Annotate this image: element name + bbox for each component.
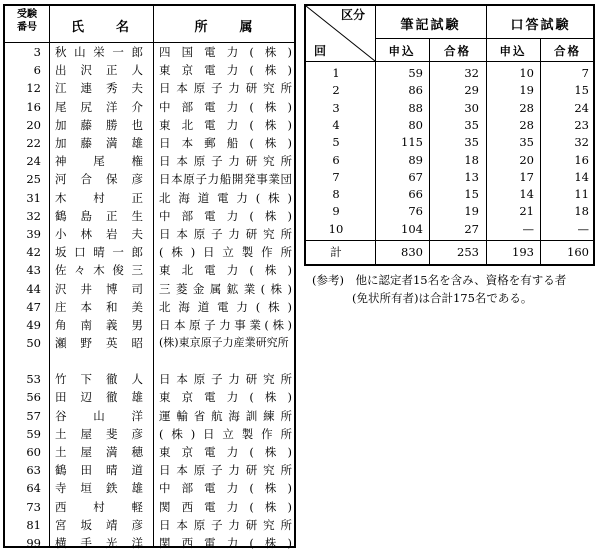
written-applied: 88 bbox=[408, 100, 423, 115]
examinee-affiliation: 三菱金属鉱業(株) bbox=[159, 281, 292, 296]
written-passed: 15 bbox=[464, 187, 479, 202]
sub-header-written-passed: 合格 bbox=[444, 44, 471, 58]
written-applied: 76 bbox=[408, 204, 423, 219]
written-passed: 29 bbox=[464, 83, 479, 98]
header-exam-number: 受験 番号 bbox=[17, 9, 37, 33]
sub-header-oral-passed: 合格 bbox=[554, 44, 581, 58]
round-number: 7 bbox=[332, 169, 340, 184]
examinee-name: 鶴島正生 bbox=[55, 208, 143, 223]
examinee-affiliation: 日本原子力事業(株) bbox=[159, 318, 292, 332]
examinee-name: 加藤勝也 bbox=[55, 117, 143, 132]
oral-applied: 21 bbox=[519, 204, 534, 219]
examinee-name: 谷山洋 bbox=[55, 408, 143, 423]
examinee-name: 木村正 bbox=[55, 190, 143, 205]
examinee-name: 鶴田晴道 bbox=[55, 463, 143, 478]
examinee-name: 土屋満穂 bbox=[55, 445, 143, 459]
written-applied: 104 bbox=[401, 221, 423, 236]
examinee-affiliation: 東北電力(株) bbox=[159, 263, 292, 278]
exam-number: 57 bbox=[26, 408, 41, 423]
exam-number: 20 bbox=[26, 117, 41, 132]
examinee-name: 小林岩夫 bbox=[55, 227, 143, 241]
written-applied: 59 bbox=[408, 66, 423, 80]
examinee-affiliation: 中部電力(株) bbox=[159, 99, 292, 114]
exam-number: 56 bbox=[26, 390, 41, 405]
examinee-name: 江連秀夫 bbox=[55, 81, 143, 96]
header-name: 氏 名 bbox=[70, 20, 131, 35]
examinee-name: 竹下徹人 bbox=[55, 372, 143, 387]
round-number: 1 bbox=[332, 66, 340, 80]
examinee-affiliation: (株)東京原子力産業研究所 bbox=[159, 336, 289, 350]
header-affiliation: 所 属 bbox=[194, 20, 255, 35]
oral-applied: 28 bbox=[519, 117, 534, 132]
examinee-name: 沢井博司 bbox=[55, 281, 143, 296]
examinee-affiliation: 日本原子力研究所 bbox=[159, 517, 292, 532]
examinee-name: 秋山栄一郎 bbox=[55, 45, 143, 59]
corner-round-label: 回 bbox=[314, 44, 329, 58]
examinee-name: 宮坂靖彦 bbox=[55, 517, 143, 532]
written-passed: 27 bbox=[464, 221, 479, 236]
examinee-affiliation: 北海道電力(株) bbox=[159, 190, 292, 205]
corner-category-label: 区分 bbox=[340, 8, 365, 22]
header-written-exam: 筆記試験 bbox=[400, 18, 461, 33]
examinee-affiliation: 中部電力(株) bbox=[159, 481, 292, 496]
examinee-affiliation: (株)日立製作所 bbox=[159, 426, 292, 441]
exam-number: 3 bbox=[33, 45, 41, 59]
oral-passed: 16 bbox=[574, 152, 589, 167]
oral-passed: 24 bbox=[574, 100, 589, 115]
examinee-name: 田辺徹雄 bbox=[55, 390, 143, 405]
exam-number: 44 bbox=[26, 281, 41, 296]
examinee-name: 尾尻洋介 bbox=[55, 99, 143, 114]
exam-number: 60 bbox=[26, 445, 41, 459]
oral-applied: 14 bbox=[519, 187, 534, 202]
examinee-name: 庄本和美 bbox=[55, 299, 143, 314]
written-passed: 253 bbox=[457, 245, 479, 259]
examinee-name: 加藤満雄 bbox=[55, 136, 143, 150]
examinee-affiliation: 東北電力(株) bbox=[159, 117, 292, 132]
exam-number: 25 bbox=[26, 172, 41, 187]
written-passed: 30 bbox=[464, 100, 479, 115]
oral-passed: 18 bbox=[574, 204, 589, 219]
oral-applied: 10 bbox=[519, 66, 534, 80]
round-number: 3 bbox=[332, 100, 340, 115]
written-applied: 80 bbox=[408, 117, 423, 132]
examinee-affiliation: 運輸省航海訓練所 bbox=[159, 408, 292, 423]
examinee-affiliation: 四国電力(株) bbox=[159, 45, 292, 59]
examinee-name: 神尾権 bbox=[55, 154, 143, 169]
round-number: 8 bbox=[332, 187, 340, 202]
exam-number: 22 bbox=[26, 136, 41, 150]
reference-note-line2: (免状所有者)は合計175名である。 bbox=[352, 291, 533, 305]
exam-number: 24 bbox=[26, 154, 41, 169]
examinee-affiliation: (株)日立製作所 bbox=[159, 245, 292, 260]
examinee-name: 坂口晴一郎 bbox=[55, 245, 143, 260]
examinee-affiliation: 日本原子力研究所 bbox=[159, 372, 292, 387]
exam-number: 39 bbox=[26, 227, 41, 241]
exam-number: 50 bbox=[26, 336, 41, 351]
written-passed: 32 bbox=[464, 66, 479, 80]
oral-passed: — bbox=[577, 221, 589, 236]
examinee-table bbox=[3, 4, 296, 548]
oral-applied: 17 bbox=[519, 169, 534, 184]
sub-header-oral-applied: 申込 bbox=[499, 44, 527, 58]
examinee-affiliation: 東京電力(株) bbox=[159, 63, 292, 78]
oral-passed: 32 bbox=[574, 135, 589, 150]
header-oral-exam: 口答試験 bbox=[510, 18, 571, 33]
written-applied: 115 bbox=[401, 135, 423, 150]
written-applied: 830 bbox=[401, 245, 423, 259]
examinee-affiliation: 日本原子力研究所 bbox=[159, 81, 292, 96]
examinee-name: 寺垣鉄雄 bbox=[55, 481, 143, 496]
oral-passed: 14 bbox=[574, 169, 589, 184]
round-number: 9 bbox=[332, 204, 340, 219]
oral-applied: 28 bbox=[519, 100, 534, 115]
oral-passed: 23 bbox=[574, 117, 589, 132]
examinee-affiliation: 関西電力(株) bbox=[159, 536, 292, 550]
exam-number: 49 bbox=[26, 318, 41, 332]
exam-number: 59 bbox=[26, 426, 41, 441]
exam-number: 43 bbox=[26, 263, 41, 278]
round-number: 4 bbox=[332, 117, 340, 132]
exam-number: 31 bbox=[26, 190, 41, 205]
oral-applied: 20 bbox=[519, 152, 534, 167]
oral-applied: — bbox=[522, 221, 534, 236]
exam-number: 73 bbox=[26, 499, 41, 514]
oral-passed: 11 bbox=[574, 187, 589, 202]
exam-number: 47 bbox=[26, 299, 41, 314]
examinee-affiliation: 日本原子力研究所 bbox=[159, 154, 292, 169]
examinee-name: 佐々木俊三 bbox=[55, 263, 143, 278]
examinee-name: 角南義男 bbox=[55, 318, 143, 332]
written-applied: 67 bbox=[408, 169, 423, 184]
written-passed: 13 bbox=[464, 169, 479, 184]
examinee-name: 瀬野英昭 bbox=[55, 336, 143, 351]
exam-statistics-table bbox=[304, 4, 595, 266]
round-number: 計 bbox=[330, 245, 342, 259]
round-number: 10 bbox=[328, 221, 344, 236]
examinee-affiliation: 北海道電力(株) bbox=[159, 299, 292, 314]
examinee-affiliation: 日本郵船(株) bbox=[159, 136, 292, 150]
exam-number: 81 bbox=[26, 517, 41, 532]
oral-passed: 160 bbox=[567, 245, 589, 259]
examinee-affiliation: 日本原子力船開発事業団 bbox=[159, 172, 292, 187]
examinee-name: 河合保彦 bbox=[55, 172, 143, 187]
written-passed: 19 bbox=[464, 204, 479, 219]
sub-header-written-applied: 申込 bbox=[388, 44, 416, 58]
examinee-affiliation: 日本原子力研究所 bbox=[159, 463, 292, 478]
examinee-name: 横手光洋 bbox=[55, 536, 143, 550]
examinee-affiliation: 日本原子力研究所 bbox=[159, 227, 292, 241]
written-passed: 35 bbox=[464, 117, 479, 132]
exam-number: 32 bbox=[26, 208, 41, 223]
exam-number: 16 bbox=[26, 99, 41, 114]
examinee-name: 土屋斐彦 bbox=[55, 426, 143, 441]
round-number: 6 bbox=[332, 152, 340, 167]
exam-number: 42 bbox=[26, 245, 41, 260]
oral-passed: 15 bbox=[574, 83, 589, 98]
round-number: 2 bbox=[332, 83, 340, 98]
round-number: 5 bbox=[332, 135, 340, 150]
written-applied: 66 bbox=[408, 187, 423, 202]
exam-number: 64 bbox=[26, 481, 41, 496]
reference-note-line1: (参考) 他に認定者15名を含み、資格を有する者 bbox=[312, 273, 567, 287]
exam-number: 99 bbox=[26, 536, 41, 550]
exam-number: 53 bbox=[26, 372, 41, 387]
oral-applied: 35 bbox=[519, 135, 534, 150]
written-passed: 18 bbox=[464, 152, 479, 167]
examinee-name: 出沢正人 bbox=[55, 63, 143, 78]
examinee-affiliation: 関西電力(株) bbox=[159, 499, 292, 514]
examinee-affiliation: 中部電力(株) bbox=[159, 208, 292, 223]
oral-applied: 193 bbox=[512, 245, 534, 259]
written-applied: 89 bbox=[408, 152, 423, 167]
written-passed: 35 bbox=[464, 135, 479, 150]
examinee-affiliation: 東京電力(株) bbox=[159, 390, 292, 405]
exam-number: 6 bbox=[33, 63, 41, 78]
examinee-affiliation: 東京電力(株) bbox=[159, 445, 292, 459]
written-applied: 86 bbox=[408, 83, 423, 98]
examinee-name: 西村軽 bbox=[55, 499, 143, 514]
exam-number: 12 bbox=[26, 81, 41, 96]
oral-applied: 19 bbox=[519, 83, 534, 98]
oral-passed: 7 bbox=[581, 66, 589, 80]
exam-number: 63 bbox=[26, 463, 41, 478]
